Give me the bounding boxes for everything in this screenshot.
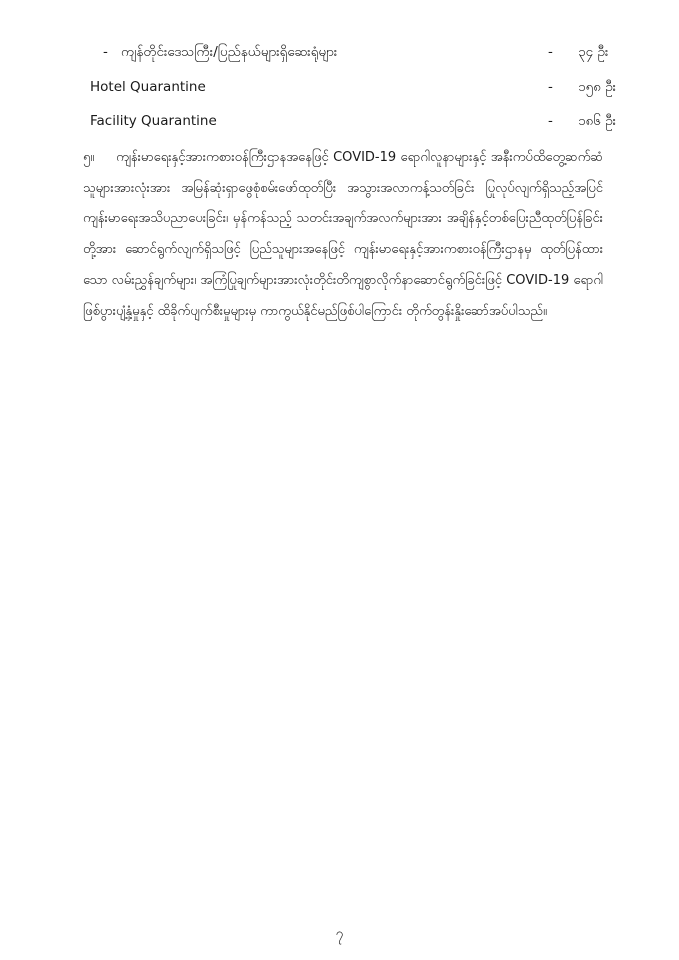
paragraph-text: ကျန်းမာရေးနှင့်အားကစားဝန်ကြီးဌာနအနေဖြင့် COVID-19 ရောဂါလူနာများနှင့် အနီးကပ်ထိတွေ့ဆက်ဆံသူများအားလုံးအား အမြန်ဆုံးရှာဖွေစုံစမ်းဖော်ထုတ်ပြီး အသွားအလာကန့်သတ်ခြင်း ပြုလုပ်လျက်ရှိသည့်အပြင် ကျန်းမာရေးအသိပညာပေးခြင်း၊ မှန်ကန်သည့် သတင်းအချက်အလက်များအား အချိန်နှင့်တစ်ပြေးညီထုတ်ပြန်ခြင်းတို့အား ဆောင်ရွက်လျက်ရှိသဖြင့် ပြည်သူများအနေဖြင့် ကျန်းမာရေးနှင့်အားကစားဝန်ကြီးဌာနမှ ထုတ်ပြန်ထားသော လမ်းညွှန်ချက်များ၊ အကြံပြုချက်များအားလုံးတိုင်းတိကျစွာလိုက်နာဆောင်ရွက်ခြင်းဖြင့် COVID-19 ရောဂါဖြစ်ပွားပျံ့နှံ့မှုနှင့် ထိခိုက်ပျက်စီးမှုများမှ ကာကွယ်နိုင်မည်ဖြစ်ပါကြောင်း တိုက်တွန်းနှိုးဆော်အပ်ပါသည်။ [83, 150, 603, 319]
list-item-label: Hotel Quarantine [90, 79, 206, 95]
list-item-count: ၁၅၈ ဦး [578, 79, 617, 95]
list-item-separator: - [548, 79, 553, 95]
list-item-count: ၁၈၆ ဦး [578, 113, 617, 129]
list-item-label: Facility Quarantine [90, 113, 217, 129]
list-item-separator: - [548, 44, 553, 60]
list-item-count: ၃၄ ဦး [578, 44, 609, 60]
list-item-label: ကျန်တိုင်းဒေသကြီး/ပြည်နယ်များရှိဆေးရုံများ [121, 44, 338, 60]
list-item [0, 40, 679, 64]
body-paragraph [83, 143, 603, 327]
list-item [0, 109, 679, 133]
page-number: ၇ [335, 926, 344, 942]
list-item-dash: - [103, 44, 108, 60]
list-item [0, 75, 679, 99]
paragraph-number: ၅။ [83, 150, 95, 165]
list-item-separator: - [548, 113, 553, 129]
